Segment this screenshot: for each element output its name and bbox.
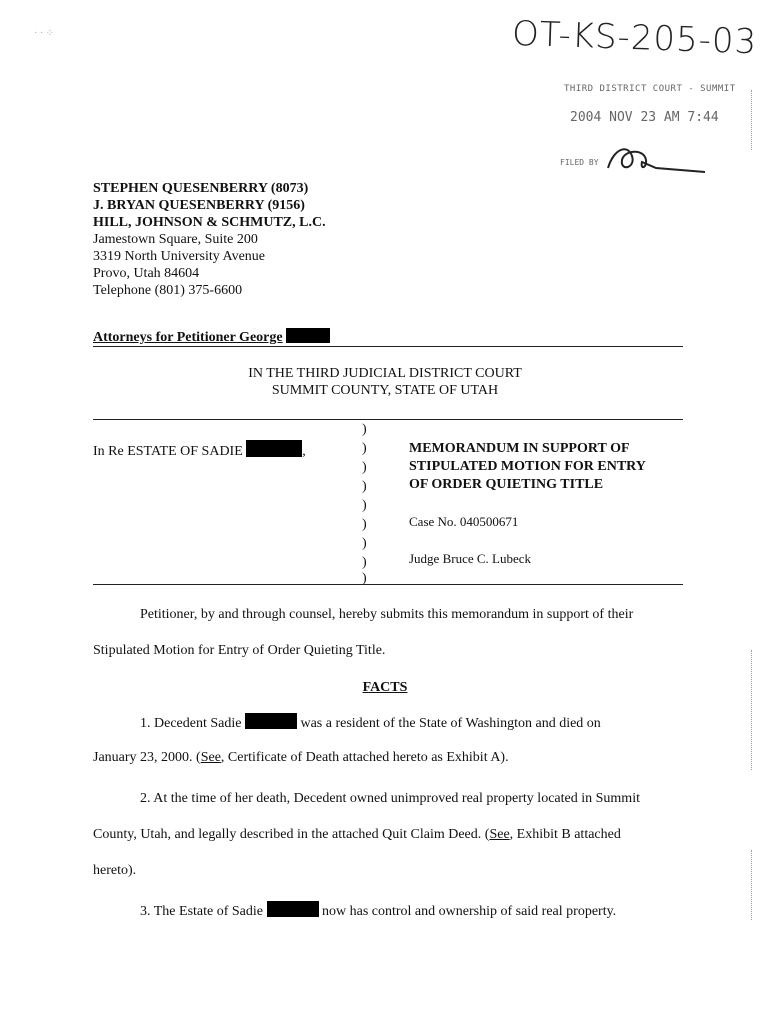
case-number: Case No. 040500671: [409, 514, 519, 529]
fact-2-line-2: [93, 826, 621, 844]
fact-2-line-3: hereto).: [93, 863, 137, 878]
redaction-box: [267, 901, 319, 917]
document-title-line-1: MEMORANDUM IN SUPPORT OF: [409, 441, 630, 456]
fact-1-text-a: 1. Decedent Sadie: [140, 716, 242, 731]
fact-1-text-b: was a resident of the State of Washington and died on: [300, 716, 601, 731]
scan-speckle: · · ⁘: [34, 28, 55, 39]
fact-1-text-c-pre: January 23, 2000. (: [93, 750, 201, 765]
fact-3-line-1: [140, 901, 616, 921]
fact-2-see: See: [489, 827, 510, 842]
telephone: Telephone (801) 375-6600: [93, 283, 243, 298]
fact-2-text-b-pre: County, Utah, and legally described in the attached Quit Claim Deed. (: [93, 827, 490, 842]
fact-1-see: See: [200, 750, 221, 765]
scan-edge-marks: [751, 650, 753, 770]
document-title-line-2: STIPULATED MOTION FOR ENTRY: [409, 459, 646, 474]
fact-1-text-c-post: , Certificate of Death attached hereto as Exhibit A).: [220, 750, 509, 765]
attorney-block: [93, 180, 326, 299]
redaction-box: [245, 713, 297, 729]
caption-paren: ): [362, 517, 367, 532]
in-re-comma: ,: [302, 444, 306, 459]
caption-paren: ): [362, 460, 367, 475]
fact-1-line-2: [93, 749, 509, 767]
caption-paren: ): [362, 422, 367, 437]
attorney-name-2: J. BRYAN QUESENBERRY (9156): [93, 198, 305, 213]
caption-paren: ): [362, 555, 367, 570]
caption-bottom-rule: [93, 584, 683, 585]
in-re-text: In Re ESTATE OF SADIE: [93, 444, 243, 459]
attorney-name-1: STEPHEN QUESENBERRY (8073): [93, 181, 309, 196]
filed-by-signature: [600, 138, 710, 178]
court-stamp-line: THIRD DISTRICT COURT - SUMMIT: [564, 84, 736, 94]
facts-heading: FACTS: [362, 680, 408, 695]
caption-paren: ): [362, 479, 367, 494]
address-line-2: 3319 North University Avenue: [93, 249, 265, 264]
law-firm-name: HILL, JOHNSON & SCHMUTZ, L.C.: [93, 215, 326, 230]
intro-line-1: Petitioner, by and through counsel, hereby submits this memorandum in support of their: [140, 607, 634, 622]
court-county: SUMMIT COUNTY, STATE OF UTAH: [271, 383, 499, 398]
fact-2-text-b-post: , Exhibit B attached: [509, 827, 621, 842]
caption-top-rule: [93, 419, 683, 420]
fact-3-text-a: 3. The Estate of Sadie: [140, 904, 263, 919]
handwritten-case-number: OT-KS-205-03: [511, 13, 758, 63]
document-title: [409, 440, 646, 494]
fact-1-line-1: [140, 713, 601, 733]
caption-paren: ): [362, 441, 367, 456]
caption-paren: ): [362, 536, 367, 551]
scan-edge-marks: [751, 850, 753, 920]
court-stamp-date: 2004 NOV 23 AM 7:44: [570, 110, 719, 125]
document-title-line-3: OF ORDER QUIETING TITLE: [409, 477, 604, 492]
attorneys-for-text: Attorneys for Petitioner George: [93, 330, 283, 345]
redaction-box: [246, 440, 302, 457]
court-stamp-filed-by: FILED BY: [560, 158, 599, 167]
redaction-box: [286, 328, 330, 343]
attorneys-for-label: [93, 328, 330, 346]
intro-line-2: Stipulated Motion for Entry of Order Quieting Title.: [93, 643, 386, 658]
in-re-estate: [93, 440, 306, 460]
caption-paren: ): [362, 498, 367, 513]
attorney-underline: [93, 346, 683, 347]
fact-3-text-b: now has control and ownership of said real property.: [322, 904, 617, 919]
caption-paren: ): [362, 571, 367, 586]
fact-2-line-1: 2. At the time of her death, Decedent owned unimproved real property located in Summit: [140, 791, 640, 806]
court-heading: [0, 365, 770, 399]
address-line-1: Jamestown Square, Suite 200: [93, 232, 258, 247]
court-name: IN THE THIRD JUDICIAL DISTRICT COURT: [248, 366, 522, 381]
judge-name: Judge Bruce C. Lubeck: [409, 551, 532, 566]
scan-edge-marks: [751, 90, 753, 150]
address-city: Provo, Utah 84604: [93, 266, 200, 281]
